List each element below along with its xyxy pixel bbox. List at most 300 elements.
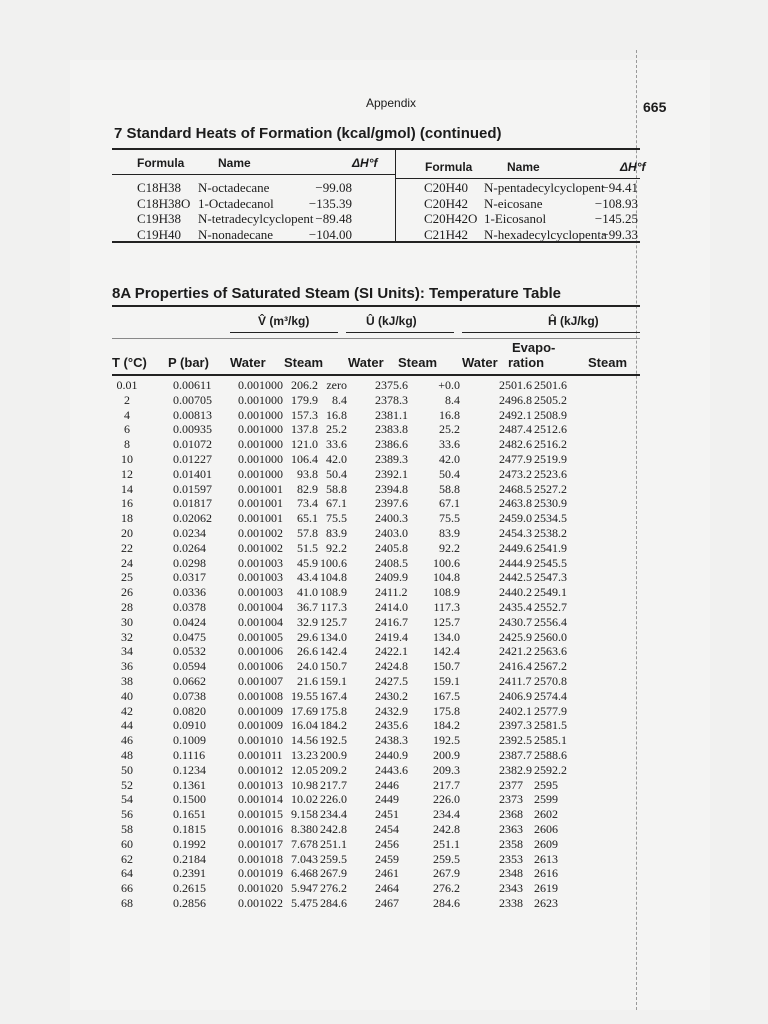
u-water-cell: 167.4 [320,688,347,703]
col-h-evap-line2: ration [508,355,545,370]
compound-name-cell: 1-Octadecanol [198,195,274,211]
u-steam-cell: 2419.4 [375,629,408,644]
temperature-cell: 2 [124,392,130,407]
v-steam-cell: 45.9 [297,555,318,570]
v-water-cell: 0.001003 [238,555,283,570]
h-water-cell: 16.8 [439,407,460,422]
h-steam-cell: 2560.0 [534,629,567,644]
heat-of-formation-cell: −99.33 [601,226,638,242]
h-evaporation-cell: 2382.9 [499,762,532,777]
v-steam-cell: 10.02 [291,792,318,807]
table8a-header-rule [112,374,640,376]
h-water-cell: 67.1 [439,496,460,511]
h-evaporation-cell: 2477.9 [499,452,532,466]
v-steam-cell: 206.2 [291,378,318,392]
u-water-cell: 117.3 [320,600,347,614]
table8a-title: 8A Properties of Saturated Steam (SI Units): Temperature Table [112,285,561,302]
u-water-cell: zero [326,378,347,392]
h-steam-cell: 2556.4 [534,614,567,629]
v-steam-cell: 7.678 [291,836,318,851]
v-steam-cell: 36.7 [297,600,318,614]
temperature-cell: 0.01 [116,378,138,392]
h-steam-cell: 2577.9 [534,703,567,718]
h-water-cell: 117.3 [433,600,460,614]
table-row [0,778,768,793]
h-water-cell: 33.6 [439,437,460,452]
group-energy-rule [346,332,454,333]
pressure-cell: 0.0475 [173,629,206,644]
u-steam-cell: 2392.1 [375,466,408,481]
v-steam-cell: 5.475 [291,896,318,910]
h-steam-cell: 2581.5 [534,718,567,733]
h-evaporation-cell: 2406.9 [499,688,532,703]
temperature-cell: 12 [121,466,133,481]
h-water-cell: 104.8 [433,570,460,585]
h-evaporation-cell: 2338 [499,896,523,910]
h-steam-cell: 2574.4 [534,688,567,703]
temperature-cell: 26 [121,585,133,600]
running-header: Appendix [366,96,417,110]
v-steam-cell: 12.05 [291,762,318,777]
h-steam-cell: 2505.2 [534,392,567,407]
temperature-cell: 60 [121,836,133,851]
h-water-cell: 75.5 [439,511,460,526]
table-row [0,600,768,615]
v-water-cell: 0.001004 [238,614,283,629]
v-steam-cell: 57.8 [297,526,318,540]
u-water-cell: 259.5 [320,851,347,866]
t7-col-dh-left: ΔH°f [352,156,378,170]
v-water-cell: 0.001019 [238,866,283,881]
v-steam-cell: 157.3 [291,407,318,422]
u-water-cell: 42.0 [326,452,347,466]
temperature-cell: 30 [121,614,133,629]
u-water-cell: 92.2 [326,540,347,555]
pressure-cell: 0.0910 [173,718,206,733]
h-evaporation-cell: 2459.0 [499,511,532,526]
pressure-cell: 0.1651 [173,807,206,822]
u-water-cell: 251.1 [320,836,347,851]
v-water-cell: 0.001010 [238,733,283,748]
table-row [0,393,768,408]
v-water-cell: 0.001011 [238,748,283,762]
temperature-cell: 58 [121,822,133,836]
h-steam-cell: 2599 [534,792,558,807]
group-enthalpy: Ĥ (kJ/kg) [548,314,599,328]
table-row [0,526,768,541]
v-water-cell: 0.001009 [238,718,283,733]
pressure-cell: 0.0298 [173,555,206,570]
u-water-cell: 8.4 [332,392,347,407]
pressure-cell: 0.01817 [173,496,212,511]
u-water-cell: 67.1 [326,496,347,511]
pressure-cell: 0.2184 [173,851,206,866]
pressure-cell: 0.0424 [173,614,206,629]
pressure-cell: 0.1815 [173,822,206,836]
h-evaporation-cell: 2496.8 [499,392,532,407]
v-water-cell: 0.001006 [238,659,283,674]
table-row [0,852,768,867]
col-temperature: T (°C) [112,355,147,370]
pressure-cell: 0.0738 [173,688,206,703]
v-steam-cell: 43.4 [297,570,318,585]
page-number: 665 [643,99,667,115]
v-steam-cell: 19.55 [291,688,318,703]
t7-header-rule-left [112,174,395,175]
v-steam-cell: 10.98 [291,777,318,792]
h-evaporation-cell: 2387.7 [499,748,532,762]
table-row [0,570,768,585]
h-water-cell: 267.9 [433,866,460,881]
h-evaporation-cell: 2421.2 [499,644,532,659]
h-steam-cell: 2602 [534,807,558,822]
table-row [0,422,768,437]
table-row [0,689,768,704]
h-water-cell: 108.9 [433,585,460,600]
pressure-cell: 0.01597 [173,481,212,496]
h-steam-cell: 2606 [534,822,558,836]
temperature-cell: 42 [121,703,133,718]
v-water-cell: 0.001002 [238,526,283,540]
v-water-cell: 0.001000 [238,407,283,422]
t7-col-name-right: Name [507,160,540,174]
t7-col-name-left: Name [218,156,251,170]
v-steam-cell: 179.9 [291,392,318,407]
u-water-cell: 276.2 [320,881,347,896]
v-water-cell: 0.001004 [238,600,283,614]
h-evaporation-cell: 2348 [499,866,523,881]
u-water-cell: 104.8 [320,570,347,585]
temperature-cell: 16 [121,496,133,511]
h-water-cell: 25.2 [439,422,460,437]
formula-cell: C21H42 [424,226,469,242]
v-water-cell: 0.001001 [238,481,283,496]
heat-of-formation-cell: −135.39 [308,195,352,211]
v-steam-cell: 5.947 [291,881,318,896]
table7-title: 7 Standard Heats of Formation (kcal/gmol) (continued) [114,125,502,142]
u-steam-cell: 2375.6 [375,378,408,392]
h-water-cell: 192.5 [433,733,460,748]
h-water-cell: 217.7 [433,777,460,792]
table7-divider [395,150,396,242]
u-steam-cell: 2408.5 [375,555,408,570]
temperature-cell: 34 [121,644,133,659]
h-steam-cell: 2519.9 [534,452,567,466]
v-water-cell: 0.001000 [238,452,283,466]
h-steam-cell: 2527.2 [534,481,567,496]
pressure-cell: 0.0662 [173,674,206,688]
table-row [0,437,768,452]
pressure-cell: 0.1992 [173,836,206,851]
h-steam-cell: 2512.6 [534,422,567,437]
heat-of-formation-cell: −145.25 [594,211,638,226]
col-h-water: Water [462,355,498,370]
pressure-cell: 0.0234 [173,526,206,540]
v-water-cell: 0.001007 [238,674,283,688]
h-evaporation-cell: 2492.1 [499,407,532,422]
temperature-cell: 18 [121,511,133,526]
u-steam-cell: 2440.9 [375,748,408,762]
v-water-cell: 0.001009 [238,703,283,718]
v-steam-cell: 93.8 [297,466,318,481]
u-steam-cell: 2383.8 [375,422,408,437]
h-steam-cell: 2623 [534,896,558,910]
table-row [0,807,768,822]
table-row [0,541,768,556]
temperature-cell: 54 [121,792,133,807]
h-water-cell: 159.1 [433,674,460,688]
h-steam-cell: 2508.9 [534,407,567,422]
col-pressure: P (bar) [168,355,209,370]
u-water-cell: 242.8 [320,822,347,836]
pressure-cell: 0.0264 [173,540,206,555]
h-water-cell: 259.5 [433,851,460,866]
pressure-cell: 0.0820 [173,703,206,718]
h-steam-cell: 2545.5 [534,555,567,570]
pressure-cell: 0.01401 [173,466,212,481]
temperature-cell: 28 [121,600,133,614]
u-water-cell: 16.8 [326,407,347,422]
h-evaporation-cell: 2363 [499,822,523,836]
temperature-cell: 10 [121,452,133,466]
u-steam-cell: 2400.3 [375,511,408,526]
h-steam-cell: 2538.2 [534,526,567,540]
temperature-cell: 66 [121,881,133,896]
temperature-cell: 64 [121,866,133,881]
u-steam-cell: 2424.8 [375,659,408,674]
group-lower-rule [112,338,640,339]
h-evaporation-cell: 2501.6 [499,378,532,392]
h-water-cell: +0.0 [438,378,460,392]
h-steam-cell: 2516.2 [534,437,567,452]
col-v-water: Water [230,355,266,370]
h-water-cell: 100.6 [433,555,460,570]
heat-of-formation-cell: −94.41 [601,180,638,195]
group-internal-energy: Û (kJ/kg) [366,314,417,328]
u-steam-cell: 2422.1 [375,644,408,659]
table-row [0,718,768,733]
h-steam-cell: 2616 [534,866,558,881]
h-evaporation-cell: 2487.4 [499,422,532,437]
col-h-steam: Steam [588,355,628,370]
u-water-cell: 75.5 [326,511,347,526]
temperature-cell: 68 [121,896,133,910]
v-water-cell: 0.001000 [238,378,283,392]
u-water-cell: 184.2 [320,718,347,733]
temperature-cell: 24 [121,555,133,570]
formula-cell: C18H38 [137,180,182,195]
u-water-cell: 267.9 [320,866,347,881]
h-steam-cell: 2609 [534,836,558,851]
h-evaporation-cell: 2454.3 [499,526,532,540]
pressure-cell: 0.00705 [173,392,212,407]
u-steam-cell: 2416.7 [375,614,408,629]
h-water-cell: 8.4 [445,392,460,407]
h-evaporation-cell: 2463.8 [499,496,532,511]
u-steam-cell: 2430.2 [375,688,408,703]
h-water-cell: 251.1 [433,836,460,851]
pressure-cell: 0.0378 [173,600,206,614]
temperature-cell: 6 [124,422,130,437]
u-steam-cell: 2397.6 [375,496,408,511]
table-row [0,822,768,837]
heat-of-formation-cell: −99.08 [315,180,352,195]
temperature-cell: 50 [121,762,133,777]
h-evaporation-cell: 2440.2 [499,585,532,600]
h-steam-cell: 2588.6 [534,748,567,762]
temperature-cell: 62 [121,851,133,866]
pressure-cell: 0.02062 [173,511,212,526]
v-steam-cell: 6.468 [291,866,318,881]
u-steam-cell: 2386.6 [375,437,408,452]
pressure-cell: 0.1116 [173,748,206,762]
v-water-cell: 0.001005 [238,629,283,644]
h-evaporation-cell: 2442.5 [499,570,532,585]
table-row [0,630,768,645]
col-u-steam: Steam [398,355,438,370]
table-row [0,496,768,511]
heat-of-formation-cell: −104.00 [308,226,352,242]
v-water-cell: 0.001017 [238,836,283,851]
v-water-cell: 0.001003 [238,585,283,600]
t7-col-formula-right: Formula [425,160,473,174]
u-steam-cell: 2389.3 [375,452,408,466]
h-water-cell: 242.8 [433,822,460,836]
temperature-cell: 25 [121,570,133,585]
table-row [0,792,768,807]
h-evaporation-cell: 2416.4 [499,659,532,674]
compound-name-cell: N-tetradecylcyclopent [198,211,314,226]
temperature-cell: 14 [121,481,133,496]
v-water-cell: 0.001014 [238,792,283,807]
v-steam-cell: 21.6 [297,674,318,688]
heat-of-formation-cell: −108.93 [594,195,638,211]
h-steam-cell: 2549.1 [534,585,567,600]
table-row [0,467,768,482]
u-water-cell: 284.6 [320,896,347,910]
h-evaporation-cell: 2373 [499,792,523,807]
u-water-cell: 192.5 [320,733,347,748]
table-row [0,378,768,393]
h-evaporation-cell: 2435.4 [499,600,532,614]
pressure-cell: 0.0594 [173,659,206,674]
temperature-cell: 56 [121,807,133,822]
table-row [0,511,768,526]
formula-cell: C19H40 [137,226,182,242]
h-water-cell: 42.0 [439,452,460,466]
formula-cell: C20H42 [424,195,469,211]
h-evaporation-cell: 2377 [499,777,523,792]
u-steam-cell: 2394.8 [375,481,408,496]
h-water-cell: 200.9 [433,748,460,762]
pressure-cell: 0.1234 [173,762,206,777]
h-evaporation-cell: 2468.5 [499,481,532,496]
v-water-cell: 0.001016 [238,822,283,836]
h-steam-cell: 2592.2 [534,762,567,777]
compound-name-cell: N-hexadecylcyclopenta [484,226,607,242]
temperature-cell: 4 [124,407,130,422]
h-evaporation-cell: 2358 [499,836,523,851]
pressure-cell: 0.01072 [173,437,212,452]
u-steam-cell: 2464 [375,881,399,896]
h-water-cell: 83.9 [439,526,460,540]
h-steam-cell: 2563.6 [534,644,567,659]
t7-col-formula-left: Formula [137,156,185,170]
temperature-cell: 36 [121,659,133,674]
v-water-cell: 0.001008 [238,688,283,703]
u-water-cell: 226.0 [320,792,347,807]
compound-name-cell: N-eicosane [484,195,543,211]
v-water-cell: 0.001000 [238,392,283,407]
u-water-cell: 134.0 [320,629,347,644]
u-steam-cell: 2432.9 [375,703,408,718]
v-steam-cell: 65.1 [297,511,318,526]
v-water-cell: 0.001003 [238,570,283,585]
v-water-cell: 0.001013 [238,777,283,792]
temperature-cell: 46 [121,733,133,748]
h-evaporation-cell: 2343 [499,881,523,896]
compound-name-cell: 1-Eicosanol [484,211,547,226]
h-steam-cell: 2552.7 [534,600,567,614]
h-steam-cell: 2547.3 [534,570,567,585]
v-steam-cell: 121.0 [291,437,318,452]
group-enthalpy-rule [462,332,640,333]
pressure-cell: 0.2391 [173,866,206,881]
table-row [0,615,768,630]
formula-cell: C18H38O [137,195,191,211]
v-water-cell: 0.001022 [238,896,283,910]
pressure-cell: 0.2856 [173,896,206,910]
h-water-cell: 276.2 [433,881,460,896]
h-steam-cell: 2567.2 [534,659,567,674]
v-steam-cell: 106.4 [291,452,318,466]
h-water-cell: 284.6 [433,896,460,910]
h-evaporation-cell: 2397.3 [499,718,532,733]
h-steam-cell: 2570.8 [534,674,567,688]
pressure-cell: 0.1361 [173,777,206,792]
h-water-cell: 150.7 [433,659,460,674]
u-steam-cell: 2449 [375,792,399,807]
v-water-cell: 0.001001 [238,496,283,511]
table-row [0,482,768,497]
h-steam-cell: 2585.1 [534,733,567,748]
col-h-evap-line1: Evapo- [512,340,556,355]
u-water-cell: 50.4 [326,466,347,481]
u-steam-cell: 2438.3 [375,733,408,748]
h-evaporation-cell: 2473.2 [499,466,532,481]
table-row [0,408,768,423]
formula-cell: C20H40 [424,180,469,195]
t7-col-dh-right: ΔH°f [620,160,646,174]
h-steam-cell: 2501.6 [534,378,567,392]
v-steam-cell: 14.56 [291,733,318,748]
v-water-cell: 0.001000 [238,437,283,452]
u-water-cell: 209.2 [320,762,347,777]
v-steam-cell: 32.9 [297,614,318,629]
group-volume: V̂ (m³/kg) [258,314,310,328]
u-steam-cell: 2405.8 [375,540,408,555]
u-water-cell: 33.6 [326,437,347,452]
v-water-cell: 0.001015 [238,807,283,822]
h-water-cell: 125.7 [433,614,460,629]
u-water-cell: 25.2 [326,422,347,437]
v-steam-cell: 17.69 [291,703,318,718]
v-steam-cell: 137.8 [291,422,318,437]
temperature-cell: 44 [121,718,133,733]
h-water-cell: 92.2 [439,540,460,555]
u-steam-cell: 2467 [375,896,399,910]
table-row [0,896,768,911]
